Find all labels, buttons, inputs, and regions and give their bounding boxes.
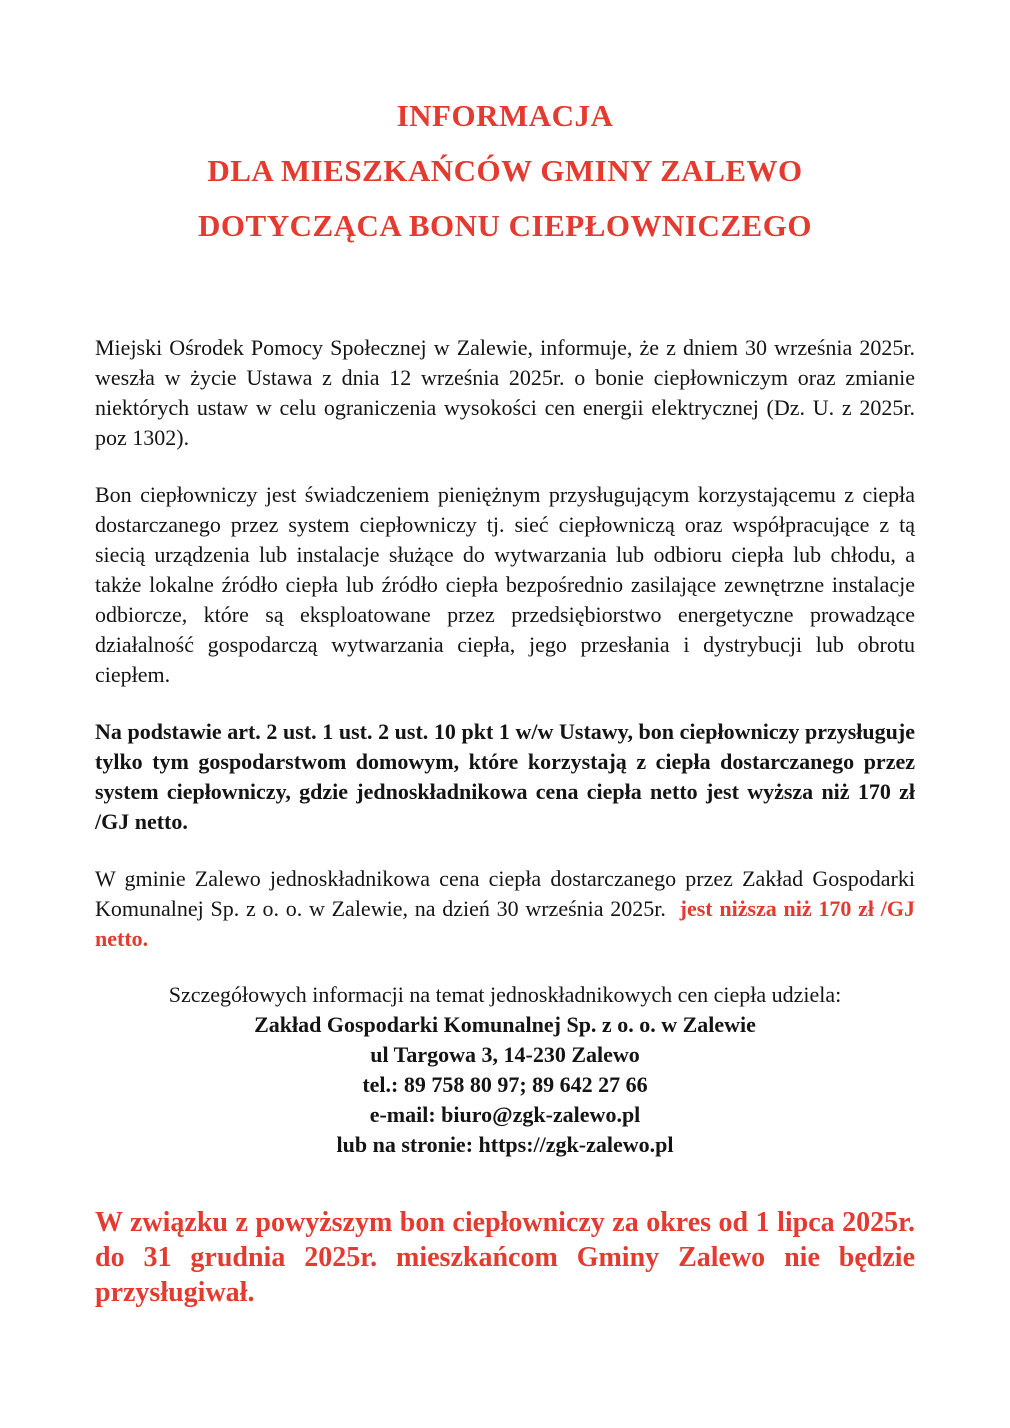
title-line-residents: DLA MIESZKAŃCÓW GMINY ZALEWO (207, 153, 803, 188)
local-price-text: W gminie Zalewo jednoskładnikowa cena ciepła dostarczanego przez Zakład Gospodarki Komunalnej Sp. z o. o. w Zalewie, na dzień 30 września 2025r. (95, 866, 915, 921)
paragraph-law-announcement: Miejski Ośrodek Pomocy Społecznej w Zalewie, informuje, że z dniem 30 września 2025r. weszła w życie Ustawa z dnia 12 września 2025r. o bonie ciepłowniczym oraz zmianie niektórych ustaw w celu ograniczenia wysokości cen energii elektrycznej (Dz. U. z 2025r. poz 1302). (95, 335, 915, 450)
title-line-subject: DOTYCZĄCA BONU CIEPŁOWNICZEGO (198, 208, 812, 243)
contact-phone: tel.: 89 758 80 97; 89 642 27 66 (362, 1072, 648, 1097)
paragraph-bon-definition: Bon ciepłowniczy jest świadczeniem pieniężnym przysługującym korzystającemu z ciepła dostarczanego przez system ciepłowniczy tj. sieć ciepłowniczą oraz współpracujące z tą siecią urządzenia lub instalacje służące do wytwarzania lub odbioru ciepła lub chłodu, a także lokalne źródło ciepła lub źródło ciepła bezpośrednio zasilające zewnętrzne instalacje odbiorcze, które są eksploatowane przez przedsiębiorstwo energetyczne prowadzące działalność gospodarczą wytwarzania ciepła, jego przesłania i dystrybucji lub obrotu ciepłem. (95, 482, 915, 687)
contact-block (95, 980, 915, 1160)
contact-company: Zakład Gospodarki Komunalnej Sp. z o. o. w Zalewie (254, 1012, 756, 1037)
contact-intro: Szczegółowych informacji na temat jednoskładnikowych cen ciepła udziela: (168, 982, 842, 1007)
local-price-highlight-red: jest niższa niż 170 zł /GJ netto. (95, 896, 915, 951)
paragraph-eligibility-bold: Na podstawie art. 2 ust. 1 ust. 2 ust. 10 pkt 1 w/w Ustawy, bon ciepłowniczy przysługuje tylko tym gospodarstwom domowym, które korzystają z ciepła dostarczanego przez system ciepłowniczy, gdzie jednoskładnikowa cena ciepła netto jest wyższa niż 170 zł /GJ netto. (95, 719, 915, 834)
paragraph-local-price (95, 864, 915, 954)
contact-address: ul Targowa 3, 14-230 Zalewo (370, 1042, 640, 1067)
contact-website: lub na stronie: https://zgk-zalewo.pl (336, 1132, 674, 1157)
closing-statement-red: W związku z powyższym bon ciepłowniczy za okres od 1 lipca 2025r. do 31 grudnia 2025r. mieszkańcom Gminy Zalewo nie będzie przysługiwał. (95, 1207, 915, 1308)
notice-title (95, 88, 915, 253)
contact-email: e-mail: biuro@zgk-zalewo.pl (369, 1102, 641, 1127)
title-line-informacja: INFORMACJA (396, 98, 614, 133)
